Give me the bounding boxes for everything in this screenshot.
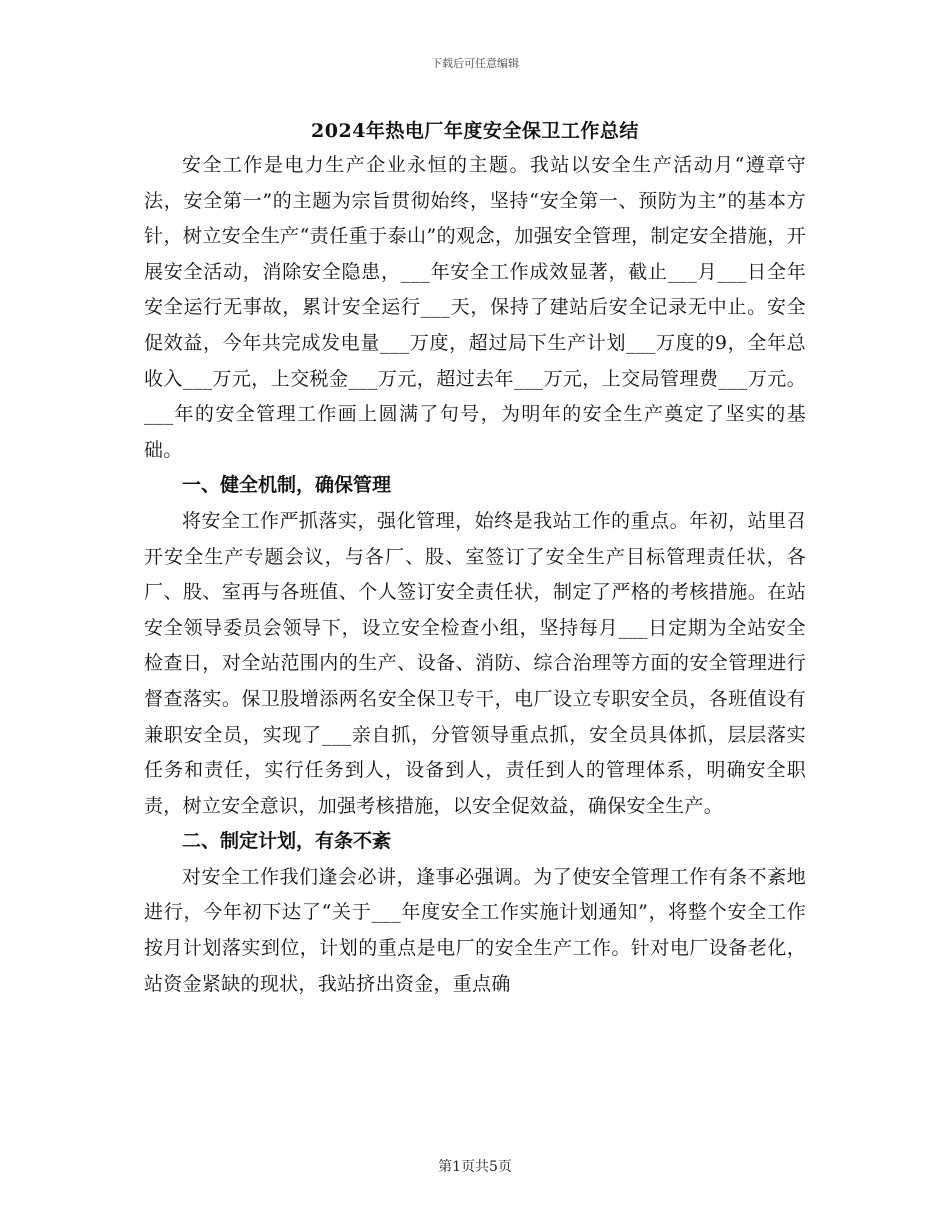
document-title: 2024年热电厂年度安全保卫工作总结 xyxy=(311,120,639,142)
section-2-heading: 二、制定计划，有条不紊 xyxy=(182,830,392,853)
section-2-paragraph: 对安全工作我们逢会必讲，逢事必强调。为了使安全管理工作有条不紊地进行，今年初下达了“关于___年度安全工作实施计划通知”，将整个安全工作按月计划落实到位，计划的重点是电厂的安全生产工作。针对电厂设备老化，站资金紧缺的现状，我站挤出资金，重点确 xyxy=(144,865,806,995)
header-note: 下载后可任意编辑 xyxy=(431,57,519,70)
intro-paragraph: 安全工作是电力生产企业永恒的主题。我站以安全生产活动月“遵章守法，安全第一”的主题为宗旨贯彻始终，坚持“安全第一、预防为主”的基本方针，树立安全生产“责任重于泰山”的观念，加强安全管理，制定安全措施，开展安全活动，消除安全隐患，___年安全工作成效显著，截止___月___日全年安全运行无事故，累计安全运行___天，保持了建站后安全记录无中止。安全促效益，今年共完成发电量___万度，超过局下生产计划___万度的9，全年总收入___万元，上交税金___万元，超过去年___万元，上交局管理费___万元。___年的安全管理工作画上圆满了句号，为明年的安全生产奠定了坚实的基础。 xyxy=(144,154,806,461)
section-1-paragraph: 将安全工作严抓落实，强化管理，始终是我站工作的重点。年初，站里召开安全生产专题会议，与各厂、股、室签订了安全生产目标管理责任状，各厂、股、室再与各班值、个人签订安全责任状，制定了严格的考核措施。在站安全领导委员会领导下，设立安全检查小组，坚持每月___日定期为全站安全检查日，对全站范围内的生产、设备、消防、综合治理等方面的安全管理进行督查落实。保卫股增添两名安全保卫专干，电厂设立专职安全员，各班值设有兼职安全员，实现了___亲自抓，分管领导重点抓，安全员具体抓，层层落实任务和责任，实行任务到人，设备到人，责任到人的管理体系，明确安全职责，树立安全意识，加强考核措施，以安全促效益，确保安全生产。 xyxy=(144,509,806,817)
page-footer: 第1页共5页 xyxy=(438,1159,512,1175)
document-body xyxy=(144,148,806,1002)
section-1-heading: 一、健全机制，确保管理 xyxy=(182,474,392,497)
